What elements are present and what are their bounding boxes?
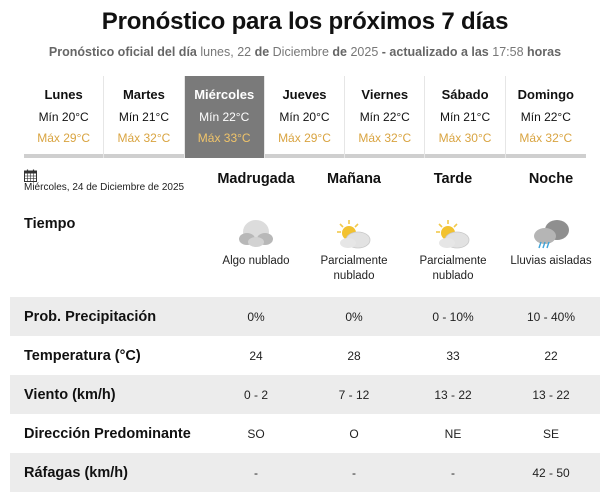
subtitle-de: de <box>332 45 347 59</box>
subtitle-de: de <box>254 45 270 59</box>
period-tarde: Tarde <box>433 171 473 187</box>
row-value: - <box>451 465 455 480</box>
day-tab-sabado[interactable] <box>425 76 505 158</box>
weather-description: Algo nublado <box>222 255 290 267</box>
weather-tarde <box>403 218 503 284</box>
period-noche: Noche <box>528 171 574 187</box>
row-value: 13 - 22 <box>532 387 570 402</box>
subtitle-time: 17:58 <box>492 45 524 59</box>
day-max-temp: Máx 32°C <box>519 131 573 145</box>
day-tab-jueves[interactable] <box>265 76 345 158</box>
day-tab-lunes[interactable] <box>24 76 104 158</box>
day-name: Miércoles <box>194 87 255 102</box>
row-direccion <box>10 414 600 453</box>
row-label: Dirección Predominante <box>24 425 191 442</box>
row-value: SO <box>247 426 265 441</box>
day-tabs <box>24 76 586 158</box>
row-label: Temperatura (°C) <box>24 347 141 364</box>
row-value: 28 <box>347 348 361 363</box>
page-title: Pronóstico para los próximos 7 días <box>101 8 509 35</box>
row-value: 0% <box>247 309 265 324</box>
row-temperatura <box>10 336 600 375</box>
day-min-temp: Mín 22°C <box>520 110 571 124</box>
subtitle-date: lunes, 22 <box>200 45 252 59</box>
day-tab-viernes[interactable] <box>345 76 425 158</box>
row-rafagas <box>10 453 600 492</box>
row-value: 24 <box>249 348 263 363</box>
row-value: 22 <box>544 348 558 363</box>
weather-label: Tiempo <box>24 216 76 232</box>
row-prob-precipitacion <box>10 297 600 336</box>
row-label: Prob. Precipitación <box>24 308 157 325</box>
day-max-temp: Máx 29°C <box>278 131 331 145</box>
row-value: O <box>349 426 359 441</box>
day-max-temp: Máx 32°C <box>358 131 412 145</box>
day-tab-miercoles[interactable] <box>185 76 265 158</box>
period-manana: Mañana <box>327 171 381 187</box>
row-value: NE <box>444 426 462 441</box>
subtitle-year: 2025 <box>350 45 379 59</box>
day-name: Viernes <box>361 87 409 102</box>
row-label: Ráfagas (km/h) <box>24 464 128 481</box>
rain-showers-icon <box>531 218 571 250</box>
weather-manana <box>304 218 404 284</box>
row-value: 13 - 22 <box>434 387 472 402</box>
cloudy-icon <box>238 218 274 250</box>
day-min-temp: Mín 22°C <box>199 110 250 124</box>
weather-description: Parcialmente nublado <box>419 255 487 282</box>
day-max-temp: Máx 29°C <box>37 131 91 145</box>
row-viento <box>10 375 600 414</box>
day-tab-domingo[interactable] <box>506 76 586 158</box>
row-value: - <box>352 465 356 480</box>
day-min-temp: Mín 22°C <box>359 110 410 124</box>
row-value: 10 - 40% <box>526 309 576 324</box>
row-label: Viento (km/h) <box>24 386 116 403</box>
row-value: SE <box>542 426 559 441</box>
day-name: Jueves <box>282 87 327 102</box>
partly-cloudy-icon <box>433 218 473 250</box>
day-max-temp: Máx 32°C <box>117 131 171 145</box>
weather-noche <box>501 218 601 269</box>
day-max-temp: Máx 30°C <box>438 131 492 145</box>
partly-cloudy-icon <box>334 218 374 250</box>
weather-madrugada <box>206 218 306 269</box>
subtitle-hours-label: horas <box>527 45 562 59</box>
day-tab-martes[interactable] <box>104 76 184 158</box>
subtitle-updated-label: - actualizado a las <box>381 45 489 59</box>
day-name: Domingo <box>517 87 574 102</box>
row-value: 33 <box>446 348 460 363</box>
row-value: 42 - 50 <box>532 465 570 480</box>
weather-description: Parcialmente nublado <box>320 255 388 282</box>
row-value: 0 - 2 <box>243 387 268 402</box>
subtitle-official-label: Pronóstico oficial del día <box>48 45 197 59</box>
weather-description: Lluvias aisladas <box>510 255 592 267</box>
calendar-icon <box>24 169 37 182</box>
row-value: 0 - 10% <box>432 309 474 324</box>
selected-date: Miércoles, 24 de Diciembre de 2025 <box>24 182 185 193</box>
day-name: Lunes <box>44 87 83 102</box>
period-madrugada: Madrugada <box>217 171 295 187</box>
day-name: Martes <box>122 87 165 102</box>
day-name: Sábado <box>441 87 489 102</box>
subtitle-month: Diciembre <box>272 45 329 59</box>
row-value: 0% <box>345 309 363 324</box>
row-value: - <box>254 465 258 480</box>
day-min-temp: Mín 20°C <box>38 110 89 124</box>
day-min-temp: Mín 21°C <box>118 110 169 124</box>
day-max-temp: Máx 33°C <box>197 131 251 145</box>
forecast-subtitle <box>0 45 610 59</box>
row-value: 7 - 12 <box>338 387 370 402</box>
day-min-temp: Mín 20°C <box>279 110 330 124</box>
day-min-temp: Mín 21°C <box>439 110 491 124</box>
